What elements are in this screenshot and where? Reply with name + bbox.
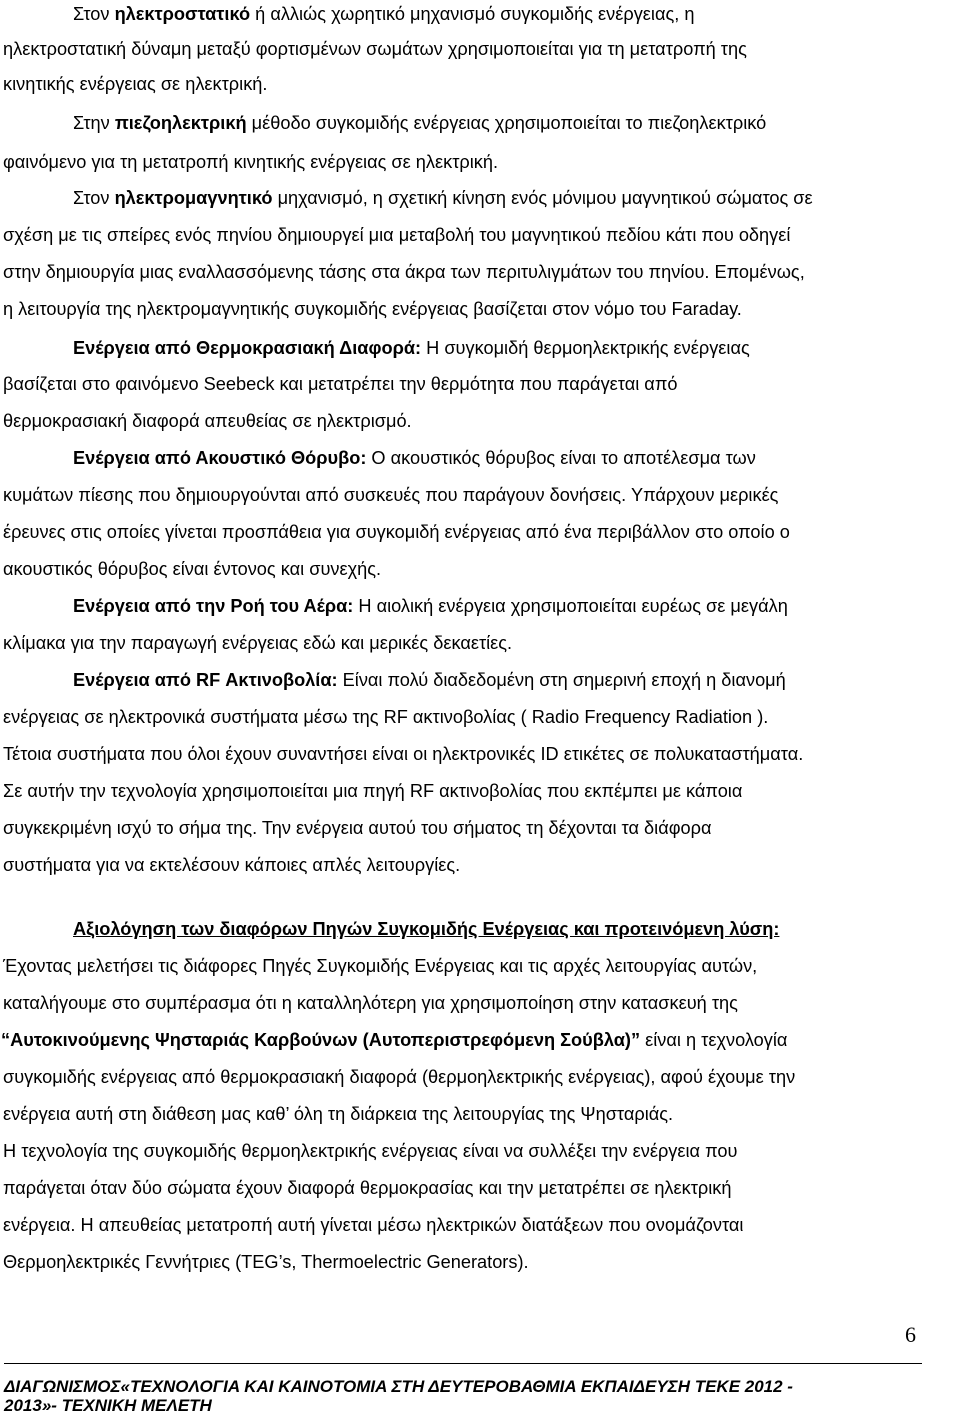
- text-line: η λειτουργία της ηλεκτρομαγνητικής συγκομιδής ενέργειας βασίζεται στον νόμο του Faraday.: [3, 299, 742, 319]
- text-line: ενέργειας σε ηλεκτρονικά συστήματα μέσω της RF ακτινοβολίας ( Radio Frequency Radiation ).: [3, 707, 769, 727]
- text-line: έρευνες στις οποίες γίνεται προσπάθεια για συγκομιδή ενέργειας από ένα περιβάλλον στο οποίο ο: [3, 522, 790, 542]
- text-line: Ενέργεια από την Ροή του Αέρα: Η αιολική ενέργεια χρησιμοποιείται ευρέως σε μεγάλη: [73, 596, 788, 616]
- text-line: ηλεκτροστατική δύναμη μεταξύ φορτισμένων σωμάτων χρησιμοποιείται για τη μετατροπή της: [3, 39, 747, 59]
- text-line: ακουστικός θόρυβος είναι έντονος και συνεχής.: [3, 559, 382, 579]
- text-line: κινητικής ενέργειας σε ηλεκτρική.: [3, 74, 268, 94]
- text-line: στην δημιουργία μιας εναλλασσόμενης τάσης στα άκρα των περιτυλιγμάτων του πηνίου. Επομένως,: [3, 262, 805, 282]
- text-line: κυμάτων πίεσης που δημιουργούνται από συσκευές που παράγουν δονήσεις. Υπάρχουν μερικές: [3, 485, 779, 505]
- text-line: Σε αυτήν την τεχνολογία χρησιμοποιείται μια πηγή RF ακτινοβολίας που εκπέμπει με κάποια: [3, 781, 743, 801]
- footer-divider: [4, 1363, 922, 1364]
- text-line: Τέτοια συστήματα που όλοι έχουν συναντήσει είναι οι ηλεκτρονικές ID ετικέτες σε πολυκαταστήματα.: [3, 744, 804, 764]
- text-line: ενέργεια αυτή στη διάθεση μας καθ’ όλη τη διάρκεια της λειτουργίας της Ψησταριάς.: [3, 1104, 674, 1124]
- text-line: φαινόμενο για τη μετατροπή κινητικής ενέργειας σε ηλεκτρική.: [3, 152, 499, 172]
- section-heading: Αξιολόγηση των διαφόρων Πηγών Συγκομιδής Ενέργειας και προτεινόμενη λύση:: [73, 919, 780, 939]
- text-line: Ενέργεια από RF Ακτινοβολία: Είναι πολύ διαδεδομένη στη σημερινή εποχή η διανομή: [73, 670, 786, 690]
- text-line: κλίμακα για την παραγωγή ενέργειας εδώ και μερικές δεκαετίες.: [3, 633, 513, 653]
- text-line: Στην πιεζοηλεκτρική μέθοδο συγκομιδής ενέργειας χρησιμοποιείται το πιεζοηλεκτρικό: [73, 113, 767, 133]
- text-line: “Αυτοκινούμενης Ψησταριάς Καρβούνων (Αυτοπεριστρεφόμενη Σούβλα)” είναι η τεχνολογία: [1, 1030, 788, 1050]
- text-line: συγκομιδής ενέργειας από θερμοκρασιακή διαφορά (θερμοηλεκτρικής ενέργειας), αφού έχουμε την: [3, 1067, 796, 1087]
- text-line: παράγεται όταν δύο σώματα έχουν διαφορά θερμοκρασίας και την μετατρέπει σε ηλεκτρική: [3, 1178, 732, 1198]
- text-line: σχέση με τις σπείρες ενός πηνίου δημιουργεί μια μεταβολή του μαγνητικού πεδίου κάτι που οδηγεί: [3, 225, 791, 245]
- text-line: Ενέργεια από Θερμοκρασιακή Διαφορά: Η συγκομιδή θερμοηλεκτρικής ενέργειας: [73, 338, 750, 358]
- text-line: συστήματα για να εκτελέσουν κάποιες απλές λειτουργίες.: [3, 855, 461, 875]
- text-line: Στον ηλεκτροστατικό ή αλλιώς χωρητικό μηχανισμό συγκομιδής ενέργειας, η: [73, 4, 695, 24]
- page-number: 6: [905, 1322, 916, 1347]
- footer-line: ΔΙΑΓΩΝΙΣΜΟΣ«ΤΕΧΝΟΛΟΓΙΑ ΚΑΙ ΚΑΙΝΟΤΟΜΙΑ ΣΤΗ ΔΕΥΤΕΡΟΒΑΘΜΙΑ ΕΚΠΑΙΔΕΥΣΗ ΤΕΚΕ 2012 -: [4, 1377, 793, 1396]
- text-line: Ενέργεια από Ακουστικό Θόρυβο: Ο ακουστικός θόρυβος είναι το αποτέλεσμα των: [73, 448, 756, 468]
- text-line: Έχοντας μελετήσει τις διάφορες Πηγές Συγκομιδής Ενέργειας και τις αρχές λειτουργίας αυτών,: [3, 956, 758, 976]
- footer-line: 2013»- ΤΕΧΝΙΚΗ ΜΕΛΕΤΗ: [4, 1396, 212, 1415]
- text-line: Η τεχνολογία της συγκομιδής θερμοηλεκτρικής ενέργειας είναι να συλλέξει την ενέργεια που: [3, 1141, 738, 1161]
- text-line: βασίζεται στο φαινόμενο Seebeck και μετατρέπει την θερμότητα που παράγεται από: [3, 374, 678, 394]
- text-line: Θερμοηλεκτρικές Γεννήτριες (TEG’s, Thermoelectric Generators).: [3, 1252, 529, 1272]
- text-line: θερμοκρασιακή διαφορά απευθείας σε ηλεκτρισμό.: [3, 411, 412, 431]
- text-line: καταλήγουμε στο συμπέρασμα ότι η καταλληλότερη για χρησιμοποίηση στην κατασκευή της: [3, 993, 738, 1013]
- text-line: ενέργεια. Η απευθείας μετατροπή αυτή γίνεται μέσω ηλεκτρικών διατάξεων που ονομάζονται: [3, 1215, 744, 1235]
- text-line: Στον ηλεκτρομαγνητικό μηχανισμό, η σχετική κίνηση ενός μόνιμου μαγνητικού σώματος σε: [73, 188, 813, 208]
- text-line: συγκεκριμένη ισχύ το σήμα της. Την ενέργεια αυτού του σήματος τη δέχονται τα διάφορα: [3, 818, 712, 838]
